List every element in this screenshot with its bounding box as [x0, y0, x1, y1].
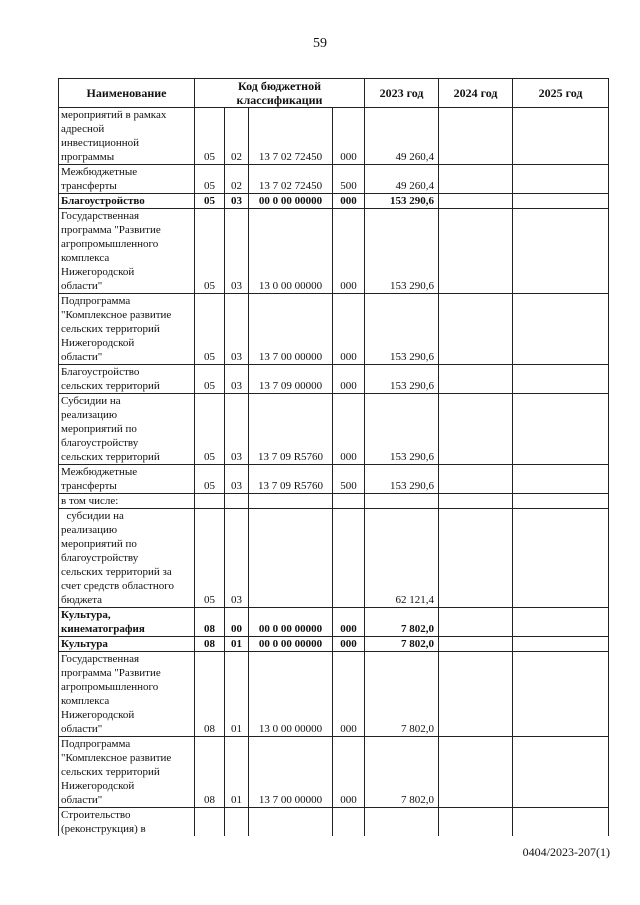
row-name: Благоустройство	[59, 194, 195, 209]
amount-2023: 153 290,6	[365, 194, 439, 209]
table-header-row	[59, 79, 609, 108]
amount-2023	[365, 808, 439, 837]
subsection-code: 03	[225, 194, 249, 209]
amount-2025	[513, 808, 609, 837]
expense-type-code: 500	[333, 165, 365, 194]
table-row	[59, 652, 609, 737]
table-row	[59, 737, 609, 808]
target-article-code: 13 7 02 72450	[249, 108, 333, 165]
subsection-code: 01	[225, 652, 249, 737]
amount-2025	[513, 394, 609, 465]
amount-2025	[513, 465, 609, 494]
subsection-code: 01	[225, 637, 249, 652]
target-article-code: 13 0 00 00000	[249, 209, 333, 294]
amount-2024	[439, 509, 513, 608]
amount-2025	[513, 108, 609, 165]
amount-2025	[513, 652, 609, 737]
amount-2024	[439, 108, 513, 165]
expense-type-code: 000	[333, 294, 365, 365]
row-name: Подпрограмма "Комплексное развитие сельских территорий Нижегородской области"	[59, 294, 195, 365]
amount-2025	[513, 294, 609, 365]
amount-2023	[365, 494, 439, 509]
amount-2023: 7 802,0	[365, 608, 439, 637]
amount-2025	[513, 608, 609, 637]
table-row	[59, 494, 609, 509]
section-code: 05	[195, 465, 225, 494]
amount-2024	[439, 737, 513, 808]
amount-2023: 49 260,4	[365, 165, 439, 194]
table-row	[59, 165, 609, 194]
table-row	[59, 294, 609, 365]
table-row	[59, 194, 609, 209]
section-code: 08	[195, 652, 225, 737]
row-name: Межбюджетные трансферты	[59, 165, 195, 194]
expense-type-code: 000	[333, 209, 365, 294]
row-name: Благоустройство сельских территорий	[59, 365, 195, 394]
section-code	[195, 494, 225, 509]
amount-2024	[439, 194, 513, 209]
expense-type-code	[333, 509, 365, 608]
expense-type-code	[333, 808, 365, 837]
row-name: Строительство (реконструкция) в	[59, 808, 195, 837]
table-row	[59, 509, 609, 608]
section-code	[195, 808, 225, 837]
table-row	[59, 209, 609, 294]
amount-2024	[439, 637, 513, 652]
row-name: Государственная программа "Развитие агропромышленного комплекса Нижегородской области"	[59, 652, 195, 737]
target-article-code	[249, 808, 333, 837]
amount-2023: 49 260,4	[365, 108, 439, 165]
table-row	[59, 108, 609, 165]
expense-type-code: 000	[333, 365, 365, 394]
section-code: 08	[195, 637, 225, 652]
target-article-code: 13 7 02 72450	[249, 165, 333, 194]
subsection-code: 00	[225, 608, 249, 637]
table-body	[59, 108, 609, 837]
table-row	[59, 365, 609, 394]
subsection-code	[225, 494, 249, 509]
section-code: 05	[195, 294, 225, 365]
amount-2025	[513, 209, 609, 294]
table-row	[59, 808, 609, 837]
amount-2023: 7 802,0	[365, 652, 439, 737]
amount-2023: 62 121,4	[365, 509, 439, 608]
expense-type-code: 000	[333, 608, 365, 637]
row-name: Государственная программа "Развитие агропромышленного комплекса Нижегородской области"	[59, 209, 195, 294]
subsection-code: 03	[225, 365, 249, 394]
section-code: 05	[195, 194, 225, 209]
section-code: 05	[195, 209, 225, 294]
subsection-code: 02	[225, 108, 249, 165]
amount-2023: 153 290,6	[365, 365, 439, 394]
target-article-code: 13 7 09 R5760	[249, 394, 333, 465]
header-2025: 2025 год	[513, 79, 609, 108]
amount-2025	[513, 365, 609, 394]
amount-2025	[513, 737, 609, 808]
amount-2024	[439, 394, 513, 465]
amount-2024	[439, 494, 513, 509]
expense-type-code: 000	[333, 108, 365, 165]
amount-2025	[513, 194, 609, 209]
amount-2024	[439, 465, 513, 494]
section-code: 05	[195, 394, 225, 465]
target-article-code	[249, 494, 333, 509]
row-name: Культура	[59, 637, 195, 652]
row-name: Межбюджетные трансферты	[59, 465, 195, 494]
row-name: Подпрограмма "Комплексное развитие сельских территорий Нижегородской области"	[59, 737, 195, 808]
amount-2024	[439, 808, 513, 837]
row-name: мероприятий в рамках адресной инвестиционной программы	[59, 108, 195, 165]
expense-type-code: 500	[333, 465, 365, 494]
row-name: Культура, кинематография	[59, 608, 195, 637]
document-code: 0404/2023-207(1)	[522, 845, 610, 859]
amount-2024	[439, 652, 513, 737]
section-code: 05	[195, 108, 225, 165]
table-row	[59, 465, 609, 494]
amount-2023: 7 802,0	[365, 737, 439, 808]
section-code: 08	[195, 737, 225, 808]
table-row	[59, 608, 609, 637]
amount-2025	[513, 494, 609, 509]
target-article-code	[249, 509, 333, 608]
target-article-code: 13 7 00 00000	[249, 294, 333, 365]
section-code: 05	[195, 165, 225, 194]
target-article-code: 13 0 00 00000	[249, 652, 333, 737]
expense-type-code: 000	[333, 737, 365, 808]
header-name: Наименование	[59, 79, 195, 108]
expense-type-code: 000	[333, 652, 365, 737]
subsection-code: 01	[225, 737, 249, 808]
subsection-code: 03	[225, 509, 249, 608]
target-article-code: 00 0 00 00000	[249, 608, 333, 637]
target-article-code: 00 0 00 00000	[249, 637, 333, 652]
amount-2024	[439, 294, 513, 365]
amount-2025	[513, 637, 609, 652]
table-row	[59, 394, 609, 465]
page-number: 59	[313, 36, 327, 51]
budget-table	[58, 78, 609, 836]
target-article-code: 13 7 09 00000	[249, 365, 333, 394]
row-name: в том числе:	[59, 494, 195, 509]
header-2023: 2023 год	[365, 79, 439, 108]
header-2024: 2024 год	[439, 79, 513, 108]
header-budget-code: Код бюджетной классификации	[195, 79, 365, 108]
expense-type-code: 000	[333, 194, 365, 209]
section-code: 05	[195, 365, 225, 394]
amount-2024	[439, 365, 513, 394]
target-article-code: 13 7 00 00000	[249, 737, 333, 808]
row-name: Субсидии на реализацию мероприятий по благоустройству сельских территорий	[59, 394, 195, 465]
amount-2023: 153 290,6	[365, 465, 439, 494]
subsection-code	[225, 808, 249, 837]
section-code: 05	[195, 509, 225, 608]
amount-2023: 153 290,6	[365, 294, 439, 365]
amount-2024	[439, 165, 513, 194]
expense-type-code	[333, 494, 365, 509]
subsection-code: 03	[225, 294, 249, 365]
subsection-code: 02	[225, 165, 249, 194]
target-article-code: 13 7 09 R5760	[249, 465, 333, 494]
row-name: субсидии на реализацию мероприятий по благоустройству сельских территорий за счет средств областного бюджета	[59, 509, 195, 608]
amount-2023: 7 802,0	[365, 637, 439, 652]
amount-2023: 153 290,6	[365, 209, 439, 294]
subsection-code: 03	[225, 394, 249, 465]
section-code: 08	[195, 608, 225, 637]
expense-type-code: 000	[333, 394, 365, 465]
amount-2025	[513, 509, 609, 608]
amount-2025	[513, 165, 609, 194]
amount-2023: 153 290,6	[365, 394, 439, 465]
subsection-code: 03	[225, 209, 249, 294]
subsection-code: 03	[225, 465, 249, 494]
expense-type-code: 000	[333, 637, 365, 652]
amount-2024	[439, 209, 513, 294]
amount-2024	[439, 608, 513, 637]
table-row	[59, 637, 609, 652]
target-article-code: 00 0 00 00000	[249, 194, 333, 209]
